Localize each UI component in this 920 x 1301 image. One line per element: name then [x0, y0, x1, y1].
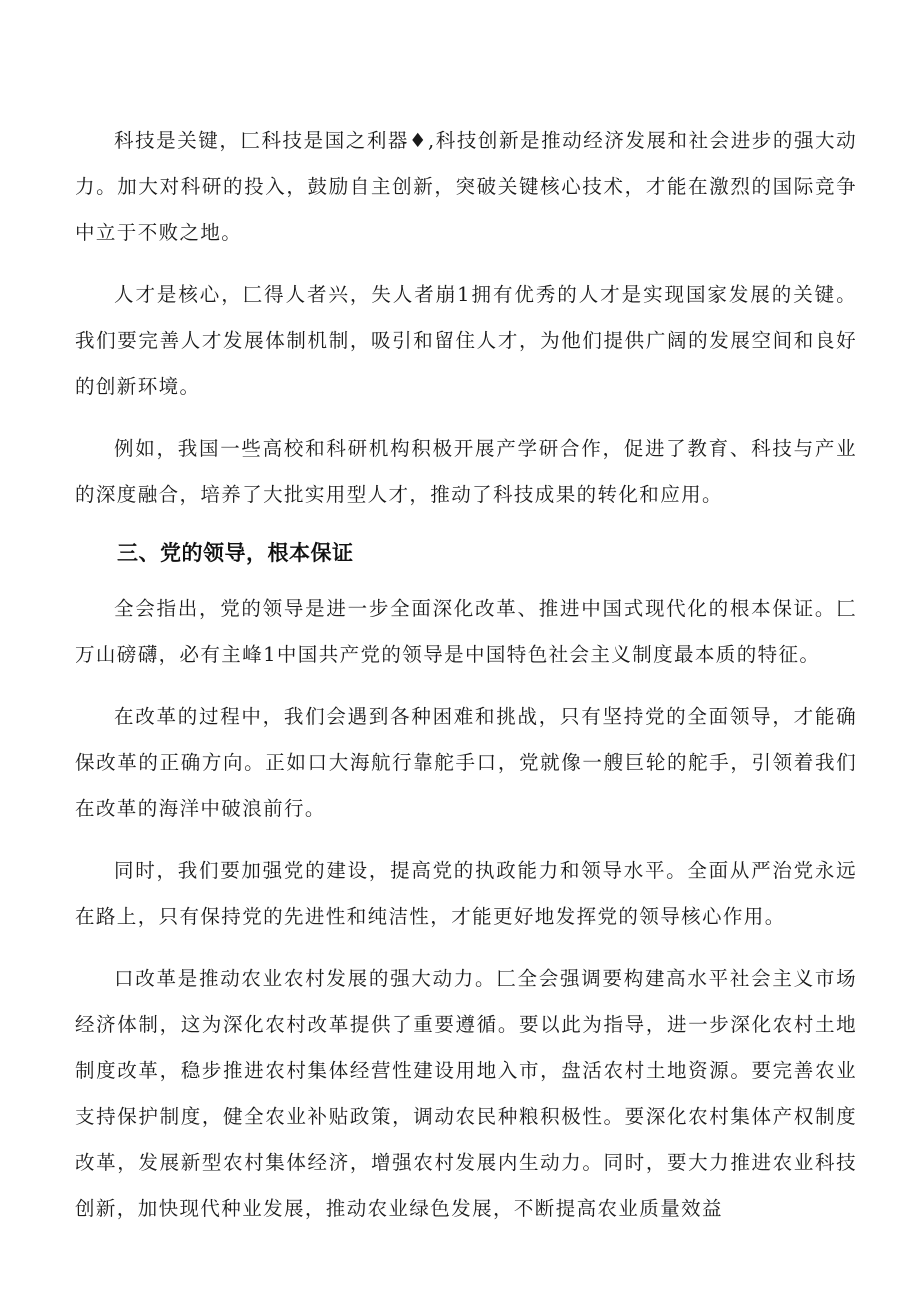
paragraph-rural-reform: 口改革是推动农业农村发展的强大动力。匚全会强调要构建高水平社会主义市场经济体制，这为深化农村改革提供了重要遵循。要以此为指导，进一步深化农村土地制度改革，稳步推进农村集体经营性建设用地入市，盘活农村土地资源。要完善农业支持保护制度，健全农业补贴政策，调动农民种粮积极性。要深化农村集体产权制度改革，发展新型农村集体经济，增强农村发展内生动力。同时，要大力推进农业科技创新，加快现代种业发展，推动农业绿色发展，不断提高农业质量效益: [75, 967, 857, 1220]
paragraph-science-technology: 科技是关键，匚科技是国之利器♦,科技创新是推动经济发展和社会进步的强大动力。加大对科研的投入，鼓励自主创新，突破关键核心技术，才能在激烈的国际竞争中立于不败之地。: [75, 129, 857, 244]
document-body: [75, 118, 857, 1248]
paragraph-party-leadership: 全会指出，党的领导是进一步全面深化改革、推进中国式现代化的根本保证。匚万山磅礴，必有主峰1中国共产党的领导是中国特色社会主义制度最本质的特征。: [75, 597, 857, 666]
section-heading: 三、党的领导，根本保证: [117, 541, 354, 565]
paragraph-reform-direction: 在改革的过程中，我们会遇到各种困难和挑战，只有坚持党的全面领导，才能确保改革的正确方向。正如口大海航行靠舵手口，党就像一艘巨轮的舵手，引领着我们在改革的海洋中破浪前行。: [75, 705, 857, 820]
paragraph-party-building: 同时，我们要加强党的建设，提高党的执政能力和领导水平。全面从严治党永远在路上，只有保持党的先进性和纯洁性，才能更好地发挥党的领导核心作用。: [75, 859, 857, 928]
paragraph-talent: 人才是核心，匚得人者兴，失人者崩1拥有优秀的人才是实现国家发展的关键。我们要完善人才发展体制机制，吸引和留住人才，为他们提供广阔的发展空间和良好的创新环境。: [75, 283, 857, 398]
paragraph-example: 例如，我国一些高校和科研机构积极开展产学研合作，促进了教育、科技与产业的深度融合，培养了大批实用型人才，推动了科技成果的转化和应用。: [75, 437, 857, 506]
